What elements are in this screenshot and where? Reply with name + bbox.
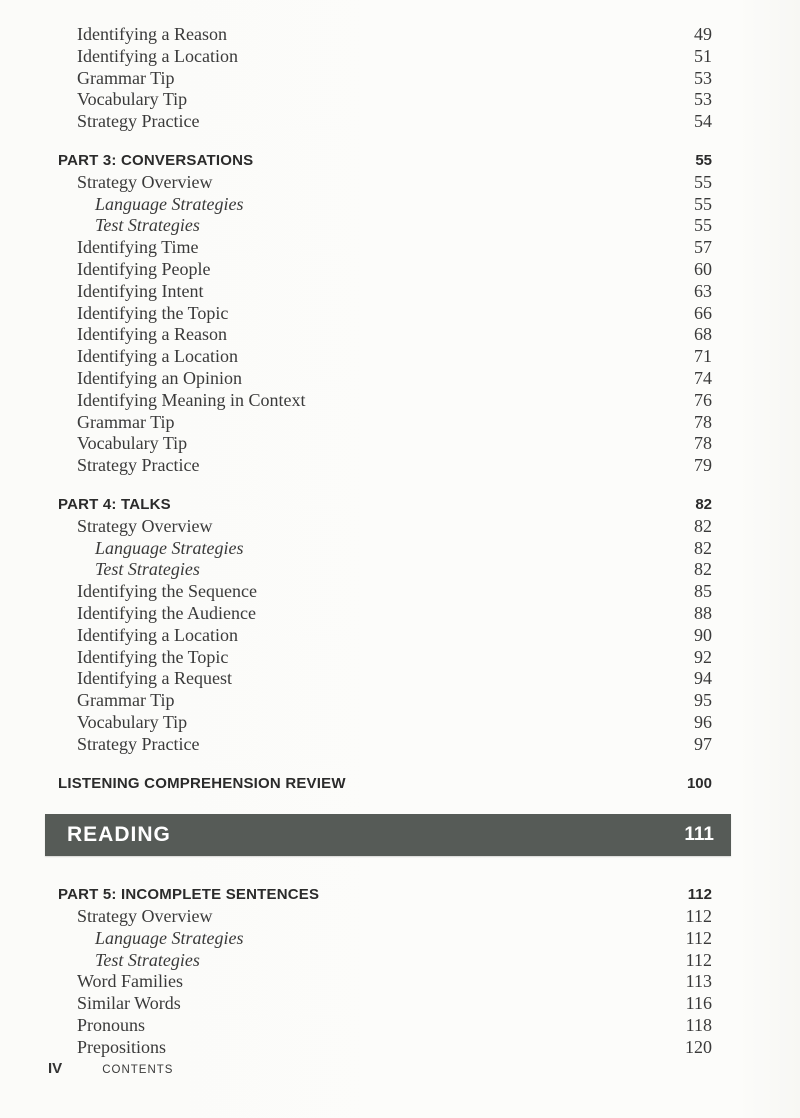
folio-page-number: IV [48,1060,63,1077]
toc-entry-page-number: 82 [694,559,712,580]
toc-part-heading: PART 5: INCOMPLETE SENTENCES [58,886,320,904]
toc-entry-page-number: 60 [694,258,712,279]
toc-section [58,150,712,477]
toc-entry-title: Identifying a Reason [77,24,227,44]
toc-entry-title: Test Strategies [95,215,200,236]
toc-entry-title: Identifying a Location [77,624,238,645]
toc-entry-title: Identifying the Topic [77,302,229,323]
toc-section [58,773,712,795]
toc-entry-title: Strategy Practice [77,455,200,476]
toc-entry-title: Strategy Overview [77,171,213,192]
toc-entry-row [58,625,712,647]
toc-entry-page-number: 57 [694,237,712,258]
toc-entry-page-number: 78 [694,411,712,432]
toc-entry-row [58,346,712,368]
toc-entry-page-number: 97 [694,733,712,754]
reading-section-banner [45,814,731,856]
toc-entry-row [58,281,712,303]
toc-entry-page-number: 120 [685,1036,712,1057]
toc-entry-row [58,215,712,237]
toc-entry-page-number: 63 [694,280,712,301]
toc-entry-row [58,603,712,625]
toc-entry-title: Strategy Overview [77,515,213,536]
toc-entry-page-number: 116 [685,993,712,1014]
toc-entry-page-number: 66 [694,302,712,323]
toc-entry-page-number: 92 [694,646,712,667]
toc-entry-row [58,237,712,259]
toc-section [58,884,712,1058]
toc-entry-row [58,368,712,390]
toc-entry-row [58,412,712,434]
toc-entry-title: Grammar Tip [77,690,175,711]
toc-part-heading: PART 4: TALKS [58,495,171,513]
toc-entry-title: Identifying a Reason [77,324,227,345]
toc-entry-title: Identifying People [77,258,211,279]
toc-entry-title: Word Families [77,971,184,992]
toc-part-heading-row [58,150,712,172]
toc-entry-page-number: 94 [694,668,712,689]
toc-entry-title: Identifying the Topic [77,646,229,667]
toc-entry-row [58,906,712,928]
toc-entry-row [58,993,712,1015]
toc-entry-page-number: 68 [694,324,712,345]
toc-entry-title: Strategy Overview [77,906,213,927]
toc-entry-row [58,111,712,133]
toc-entry-page-number: 88 [694,602,712,623]
toc-entry-title: Vocabulary Tip [77,433,188,454]
toc-section [58,494,712,756]
toc-entry-row [58,324,712,346]
toc-entry-title: Identifying Intent [77,280,204,301]
toc-entry-page-number: 82 [694,515,712,536]
toc-entry-page-number: 78 [694,433,712,454]
toc-entry-title: Vocabulary Tip [77,711,188,732]
toc-part-page-number: 100 [686,774,712,792]
toc-entry-title: Identifying Time [77,237,199,258]
footer-running-title: CONTENTS [102,1064,174,1076]
toc-entry-page-number: 85 [694,581,712,602]
toc-entry-row [58,712,712,734]
toc-entry-title: Identifying a Request [77,668,232,689]
toc-entry-page-number: 76 [694,389,712,410]
toc-entry-row [58,89,712,111]
toc-entry-title: Identifying the Audience [77,602,256,623]
toc-part-heading: LISTENING COMPREHENSION REVIEW [58,774,346,792]
toc-entry-title: Pronouns [77,1015,146,1036]
toc-entry-row [58,433,712,455]
toc-entry-page-number: 95 [694,690,712,711]
toc-entry-page-number: 55 [694,171,712,192]
toc-entry-title: Strategy Practice [77,111,200,132]
toc-entry-row [58,390,712,412]
toc-entry-title: Prepositions [77,1036,167,1057]
toc-entry-row [58,971,712,993]
toc-entry-page-number: 55 [694,193,712,214]
toc-entry-title: Language Strategies [95,537,244,558]
toc-part-heading-row [58,884,712,906]
toc-entry-page-number: 53 [694,89,712,110]
toc-entry-row [58,668,712,690]
toc-entry-page-number: 96 [694,711,712,732]
toc-entry-row [58,194,712,216]
toc-entry-row [58,928,712,950]
table-of-contents [58,24,712,1059]
toc-entry-title: Language Strategies [95,927,244,948]
toc-entry-row [58,172,712,194]
toc-part-page-number: 112 [687,886,712,904]
toc-section [58,24,712,133]
toc-entry-page-number: 82 [694,537,712,558]
toc-part-heading-row [58,494,712,516]
toc-entry-page-number: 74 [694,367,712,388]
toc-entry-title: Vocabulary Tip [77,89,188,110]
toc-part-page-number: 55 [695,151,712,169]
toc-entry-row [58,259,712,281]
toc-entry-page-number: 71 [694,346,712,367]
toc-entry-row [58,950,712,972]
toc-entry-title: Identifying Meaning in Context [77,389,306,410]
toc-entry-page-number: 79 [694,455,712,476]
toc-entry-row [58,303,712,325]
toc-entry-title: Grammar Tip [77,411,175,432]
toc-part-page-number: 82 [695,495,712,513]
toc-entry-title: Strategy Practice [77,733,200,754]
toc-entry-row [58,690,712,712]
toc-entry-row [58,734,712,756]
toc-entry-title: Identifying a Location [77,346,238,367]
toc-entry-page-number: 90 [694,624,712,645]
toc-entry-title: Language Strategies [95,193,244,214]
toc-entry-row [58,68,712,90]
toc-entry-title: Test Strategies [95,559,200,580]
toc-part-heading-row [58,773,712,795]
toc-entry-row [58,46,712,68]
toc-part-heading: PART 3: CONVERSATIONS [58,151,254,169]
toc-entry-page-number: 113 [685,971,712,992]
banner-title: READING [67,823,171,847]
toc-entry-row [58,455,712,477]
toc-entry-row [58,581,712,603]
toc-entry-row [58,559,712,581]
toc-entry-title: Grammar Tip [77,67,175,88]
toc-entry-page-number: 53 [694,67,712,88]
banner-page-number: 111 [684,824,714,846]
page-footer [48,1060,173,1077]
toc-entry-page-number: 51 [694,45,712,66]
toc-entry-title: Identifying a Location [77,45,238,66]
toc-entry-title: Similar Words [77,993,181,1014]
toc-entry-page-number: 112 [685,927,712,948]
toc-entry-title: Identifying an Opinion [77,367,242,388]
toc-entry-page-number: 112 [685,949,712,970]
toc-entry-page-number: 55 [694,215,712,236]
toc-entry-title: Test Strategies [95,949,200,970]
toc-entry-row [58,647,712,669]
toc-entry-row [58,538,712,560]
toc-entry-row [58,24,712,46]
toc-entry-row [58,516,712,538]
toc-entry-title: Identifying the Sequence [77,581,257,602]
toc-entry-row [58,1015,712,1037]
toc-entry-page-number: 49 [694,24,712,44]
toc-entry-page-number: 118 [685,1015,712,1036]
toc-entry-page-number: 112 [685,906,712,927]
toc-entry-page-number: 54 [694,111,712,132]
toc-entry-row [58,1037,712,1059]
